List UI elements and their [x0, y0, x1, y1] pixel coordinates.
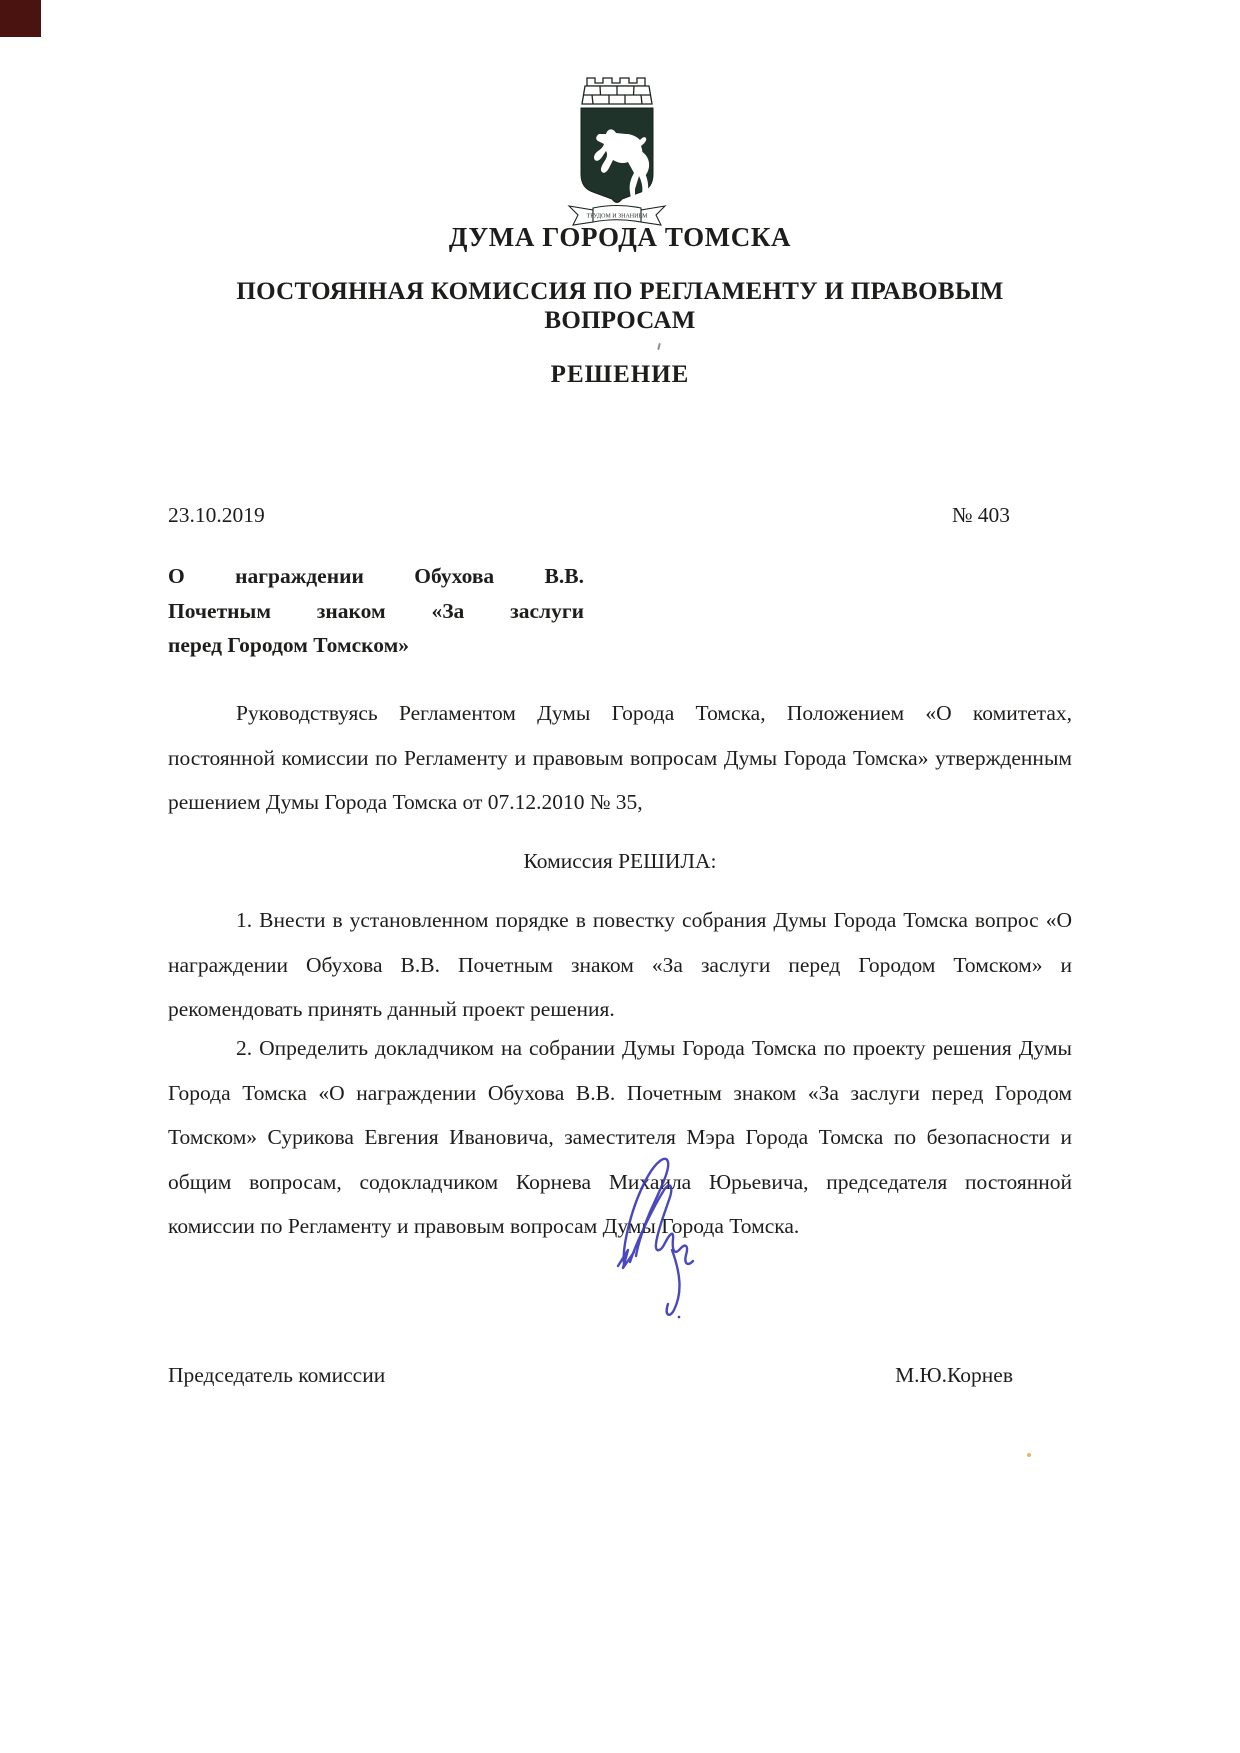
commission-title-line2: ВОПРОСАМ [544, 307, 696, 334]
subject-line: Почетным знаком «За заслуги [168, 598, 584, 623]
subject-line: перед Городом Томском» [168, 633, 410, 657]
document-subject [168, 559, 584, 663]
document-type-heading: РЕШЕНИЕ [550, 361, 690, 388]
handwritten-signature [608, 1146, 720, 1322]
scan-speck [1026, 1452, 1032, 1458]
resolution-heading: Комиссия РЕШИЛА: [523, 849, 717, 873]
document-date: 23.10.2019 [168, 503, 265, 527]
resolution-item-1: 1. Внести в установленном порядке в повестку собрания Думы Города Томска вопрос «О награждении Обухова В.В. Почетным знаком «За заслуги перед Городом Томском» и рекомендовать принять данный проект решения. [168, 908, 1072, 1021]
resolution-item-2: 2. Определить докладчиком на собрании Думы Города Томска по проекту решения Думы Города Томска «О награждении Обухова В.В. Почетным знаком «За заслуги перед Городом Томском» Сурикова Евгения Ивановича, заместителя Мэра Города Томска по безопасности и общим вопросам, содокладчиком Корнева Михаила Юрьевича, председателя постоянной комиссии по Регламенту и правовым вопросам Думы Города Томска. [168, 1036, 1072, 1238]
motto-text: ТРУДОМ И ЗНАНИЕМ [586, 213, 648, 220]
mural-crown-icon [582, 78, 652, 104]
signature-row [168, 1363, 1072, 1388]
subject-line: О награждении Обухова В.В. [168, 564, 584, 588]
preamble-paragraph: Руководствуясь Регламентом Думы Города Томска, Положением «О комитетах, постоянной комиссии по Регламенту и правовым вопросам Думы Города Томска» утвержденным решением Думы Города Томска от 07.12.2010 № 35, [168, 701, 1072, 814]
signer-role: Председатель комиссии [168, 1363, 386, 1387]
scan-speck [657, 343, 661, 350]
commission-title-line1: ПОСТОЯННАЯ КОМИССИЯ ПО РЕГЛАМЕНТУ И ПРАВОВЫМ [236, 278, 1004, 305]
scan-corner-mark [0, 0, 41, 37]
signer-name: М.Ю.Корнев [895, 1363, 1013, 1387]
commission-title [0, 277, 1240, 335]
tomsk-coat-of-arms-icon [555, 74, 679, 226]
organization-title: ДУМА ГОРОДА ТОМСКА [448, 222, 792, 252]
meta-row [168, 503, 1072, 528]
document-number: № 403 [951, 503, 1010, 527]
